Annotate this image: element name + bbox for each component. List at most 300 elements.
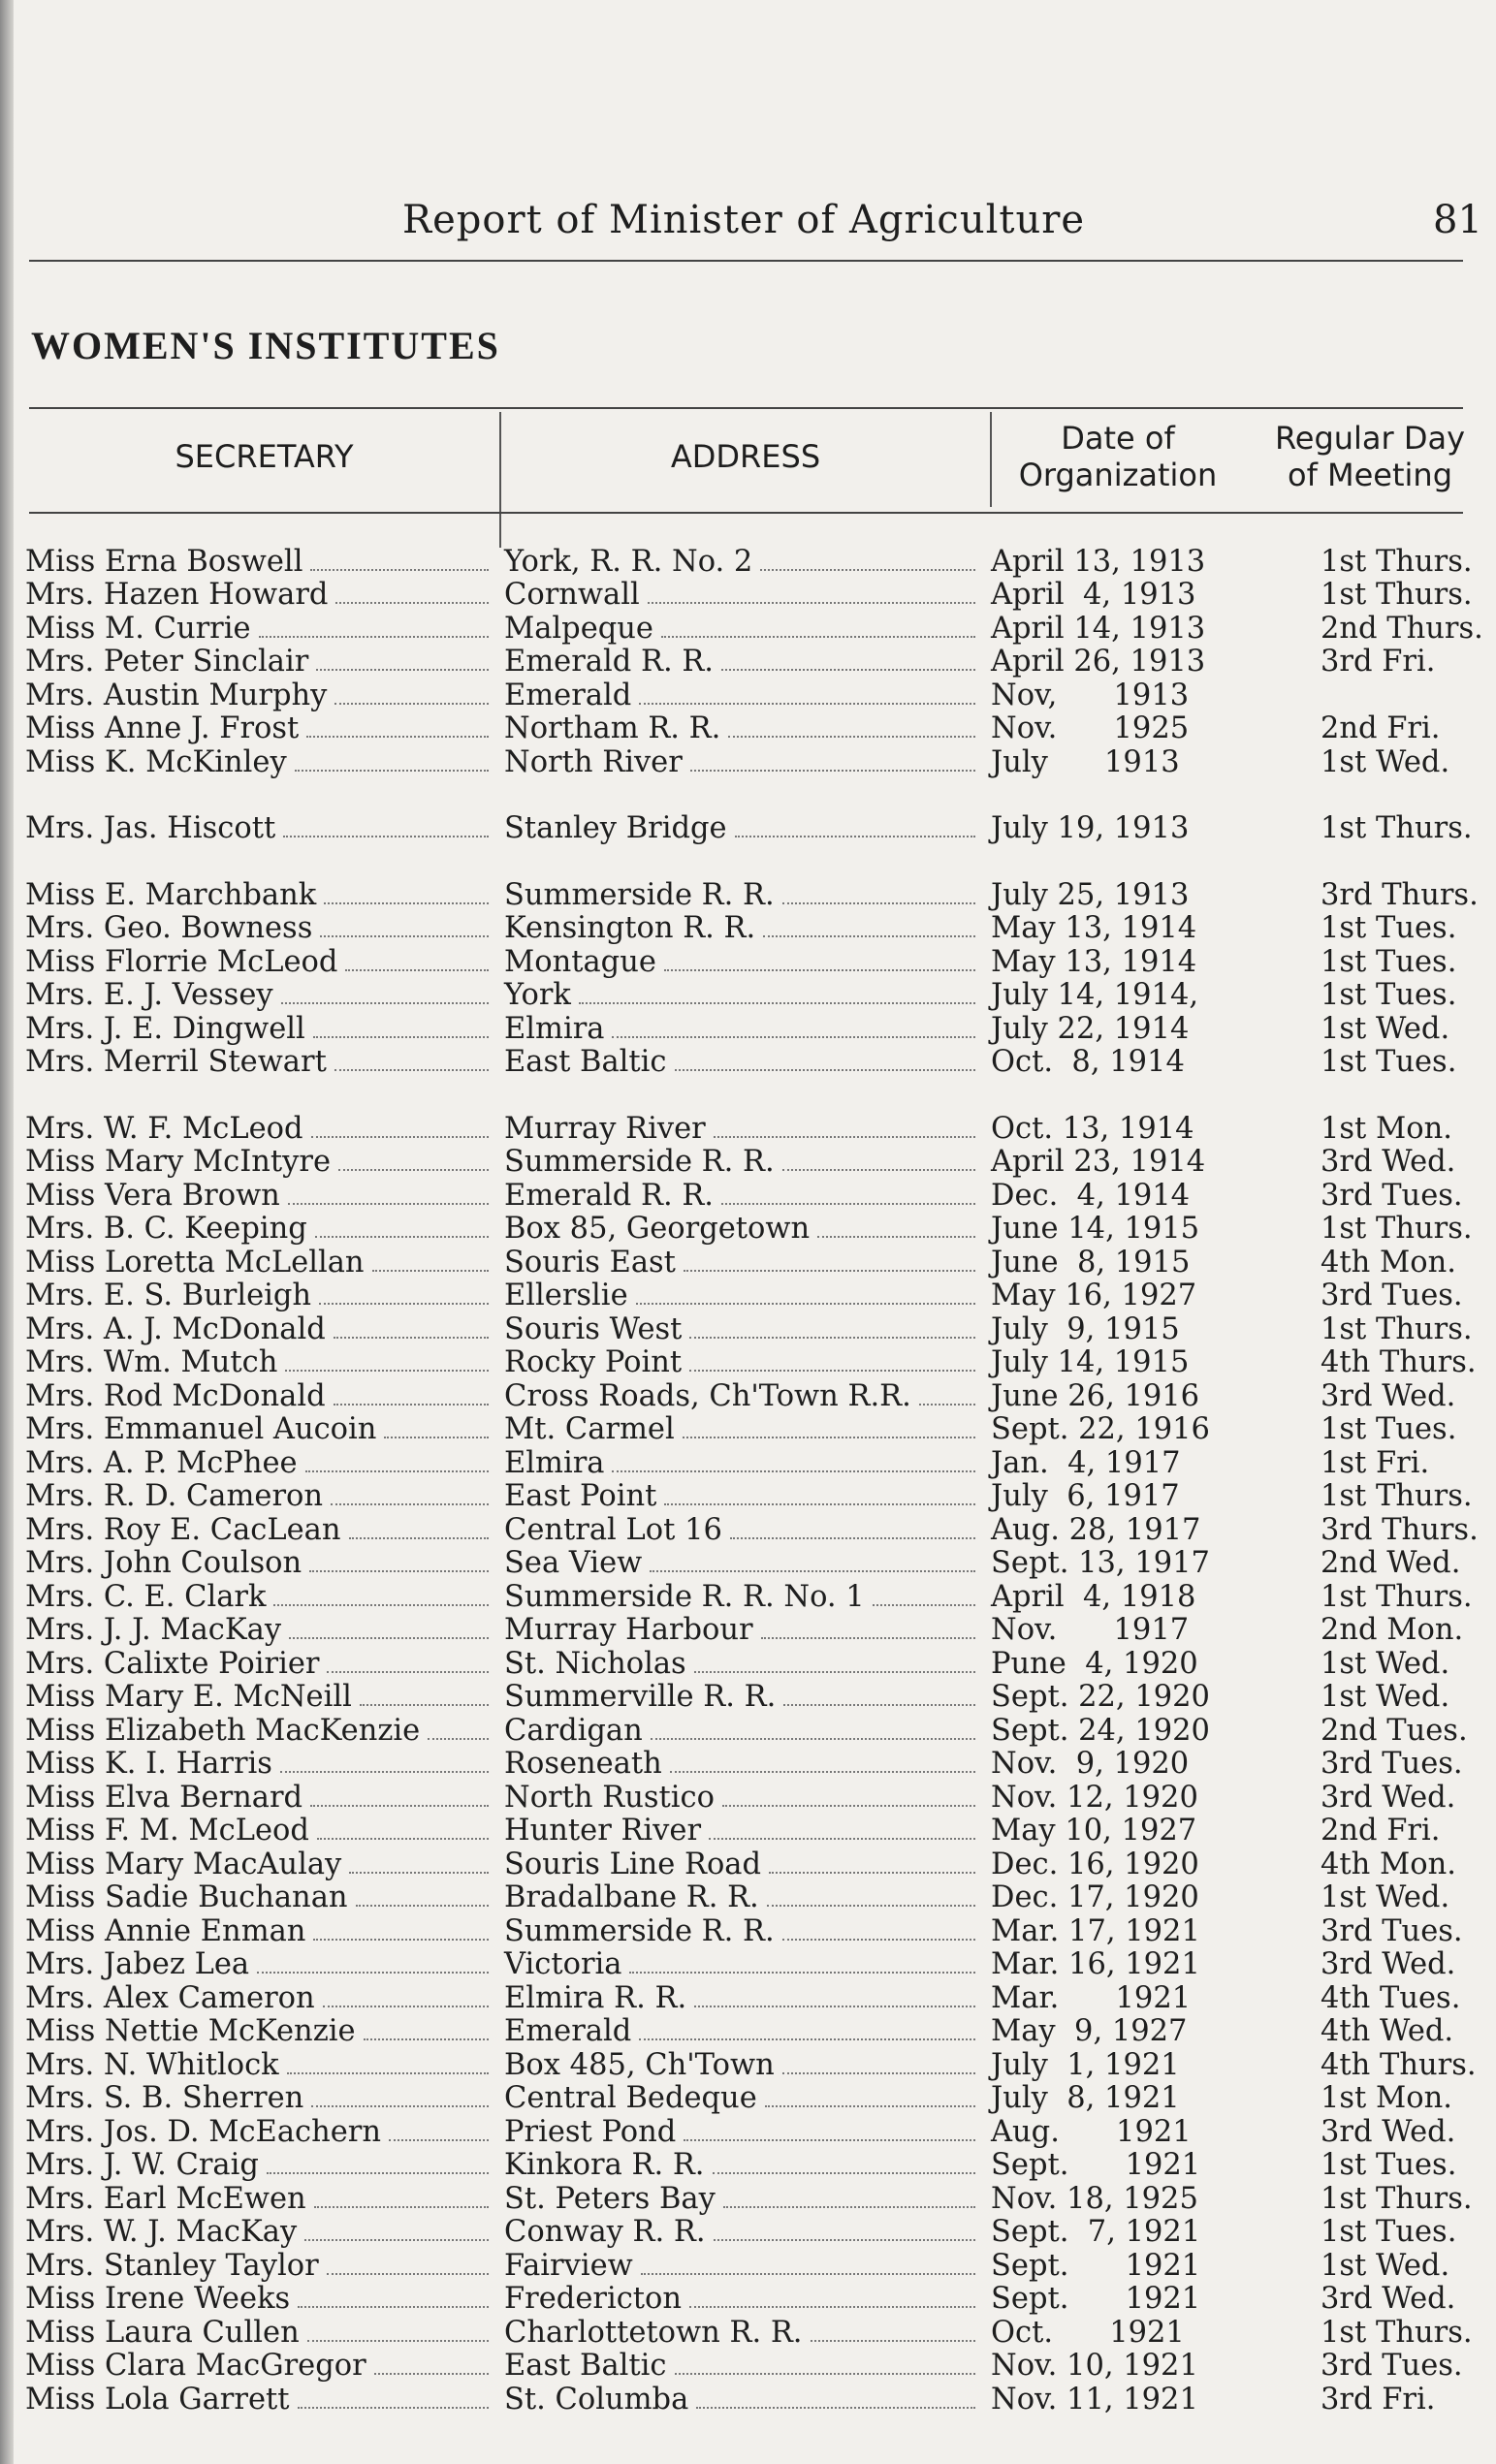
date-cell xyxy=(981,1814,1272,1848)
column-header-address: ADDRESS xyxy=(670,438,821,475)
secretary-text: Miss Florrie McLeod xyxy=(25,944,338,979)
date-text: June 8, 1915 xyxy=(991,1245,1191,1279)
dot-leader xyxy=(690,770,975,772)
secretary-cell xyxy=(25,1312,494,1346)
date-cell xyxy=(981,911,1272,945)
meeting-cell xyxy=(1272,1246,1463,1279)
date-cell xyxy=(981,2316,1272,2350)
address-cell xyxy=(494,1680,981,1714)
date-text: Nov. 18, 1925 xyxy=(991,2181,1198,2216)
meeting-text: 1st Fri. xyxy=(1321,1445,1430,1480)
date-cell xyxy=(981,1914,1272,1948)
address-text: Box 85, Georgetown xyxy=(504,1212,811,1247)
meeting-cell xyxy=(1272,1747,1463,1781)
meeting-cell xyxy=(1272,1781,1463,1815)
table-row xyxy=(25,1146,1463,1180)
meeting-cell xyxy=(1272,1713,1468,1748)
meeting-text: 1st Wed. xyxy=(1321,744,1450,779)
secretary-cell xyxy=(25,1513,494,1547)
meeting-text: 3rd Tues. xyxy=(1321,1913,1463,1948)
date-text: Sept. 7, 1921 xyxy=(991,2215,1201,2250)
section-title: WOMEN'S INSTITUTES xyxy=(31,324,500,367)
date-cell xyxy=(981,2115,1272,2149)
dot-leader xyxy=(735,836,975,837)
meeting-text: 1st Thurs. xyxy=(1321,578,1473,613)
dot-leader xyxy=(295,770,489,772)
address-cell xyxy=(494,1246,981,1279)
meeting-text: 1st Thurs. xyxy=(1321,2181,1473,2216)
address-cell xyxy=(494,2115,981,2149)
dot-leader xyxy=(273,1604,489,1606)
address-cell xyxy=(494,2148,981,2182)
date-cell xyxy=(981,1546,1272,1580)
dot-leader xyxy=(765,2105,975,2107)
date-cell xyxy=(981,878,1272,912)
table-row xyxy=(25,1379,1463,1413)
address-cell xyxy=(494,2282,981,2316)
meeting-text: 1st Wed. xyxy=(1321,1011,1450,1046)
meeting-text: 3rd Tues. xyxy=(1321,2349,1463,2384)
meeting-text: 1st Thurs. xyxy=(1321,1311,1473,1346)
date-text: May 10, 1927 xyxy=(991,1814,1197,1848)
date-cell xyxy=(981,2282,1272,2316)
address-text: Charlottetown R. R. xyxy=(504,2315,803,2350)
address-text: Fredericton xyxy=(504,2282,683,2317)
date-text: Mar. 16, 1921 xyxy=(991,1947,1200,1982)
table-row xyxy=(25,2149,1463,2183)
address-cell xyxy=(494,1714,981,1748)
meeting-text: 2nd Fri. xyxy=(1321,711,1441,746)
address-text: Summerville R. R. xyxy=(504,1680,777,1715)
dot-leader xyxy=(817,1236,975,1238)
date-text: July 6, 1917 xyxy=(991,1479,1180,1514)
dot-leader xyxy=(349,1872,489,1874)
date-cell xyxy=(981,811,1272,845)
date-cell xyxy=(981,1714,1272,1748)
dot-leader xyxy=(651,1738,975,1740)
meeting-cell xyxy=(1272,1680,1463,1714)
address-cell xyxy=(494,2349,981,2383)
secretary-text: Mrs. Jas. Hiscott xyxy=(25,811,276,846)
meeting-cell xyxy=(1272,2014,1463,2048)
secretary-cell xyxy=(25,745,494,779)
secretary-cell xyxy=(25,1947,494,1981)
address-cell xyxy=(494,1781,981,1815)
table-row xyxy=(25,1848,1463,1881)
dot-leader xyxy=(694,2006,975,2007)
address-text: Souris East xyxy=(504,1245,676,1279)
secretary-text: Miss Lola Garrett xyxy=(25,2382,290,2417)
address-cell xyxy=(494,1012,981,1046)
address-cell xyxy=(494,1179,981,1213)
dot-leader xyxy=(335,602,489,604)
dot-leader xyxy=(689,1337,975,1339)
table-row xyxy=(25,1179,1463,1213)
secretary-text: Miss Vera Brown xyxy=(25,1178,280,1213)
meeting-text: 1st Tues. xyxy=(1321,911,1457,946)
meeting-text: 3rd Wed. xyxy=(1321,1780,1456,1815)
meeting-text: 2nd Thurs. xyxy=(1321,611,1483,646)
secretary-text: Mrs. Peter Sinclair xyxy=(25,645,309,679)
address-cell xyxy=(494,1981,981,2015)
meeting-cell xyxy=(1272,877,1479,912)
address-text: Emerald xyxy=(504,2014,632,2049)
date-cell xyxy=(981,1947,1272,1981)
table-row xyxy=(25,1479,1473,1514)
dot-leader xyxy=(356,1905,489,1907)
date-cell xyxy=(981,1179,1272,1213)
dot-leader xyxy=(309,1570,489,1572)
dot-leader xyxy=(327,1671,489,1673)
dot-leader xyxy=(384,1437,489,1438)
date-cell xyxy=(981,2249,1272,2283)
secretary-cell xyxy=(25,2148,494,2182)
meeting-cell xyxy=(1272,2282,1463,2316)
date-cell xyxy=(981,1479,1272,1513)
date-cell xyxy=(981,1212,1272,1246)
address-cell xyxy=(494,1345,981,1379)
meeting-cell xyxy=(1272,1512,1479,1547)
meeting-text: 1st Thurs. xyxy=(1321,1579,1473,1614)
dot-leader xyxy=(349,1537,490,1539)
secretary-text: Mrs. A. J. McDonald xyxy=(25,1311,326,1346)
meeting-cell xyxy=(1272,1379,1463,1413)
address-text: Souris Line Road xyxy=(504,1847,762,1881)
secretary-text: Mrs. Rod McDonald xyxy=(25,1378,326,1413)
dot-leader xyxy=(760,569,975,571)
dot-leader xyxy=(650,1570,975,1572)
address-text: Summerside R. R. xyxy=(504,877,775,912)
dot-leader xyxy=(767,1905,975,1907)
secretary-cell xyxy=(25,1680,494,1714)
secretary-text: Miss E. Marchbank xyxy=(25,877,317,912)
meeting-cell xyxy=(1272,1647,1463,1681)
table-row xyxy=(25,912,1463,946)
dot-leader xyxy=(709,1838,975,1840)
address-text: North River xyxy=(504,744,683,779)
meeting-text: 1st Wed. xyxy=(1321,1880,1450,1915)
date-text: Nov, 1913 xyxy=(991,678,1190,712)
dot-leader xyxy=(285,1370,489,1372)
dot-leader xyxy=(714,2239,975,2241)
secretary-text: Mrs. J. W. Craig xyxy=(25,2148,259,2183)
dot-leader xyxy=(648,602,975,604)
date-text: July 9, 1915 xyxy=(991,1311,1180,1346)
secretary-text: Miss Mary E. McNeill xyxy=(25,1680,352,1715)
dot-leader xyxy=(782,1939,975,1941)
dot-leader xyxy=(722,1805,975,1807)
meeting-text: 3rd Wed. xyxy=(1321,1378,1456,1413)
address-text: Summerside R. R. No. 1 xyxy=(504,1579,865,1614)
date-text: April 23, 1914 xyxy=(991,1145,1206,1180)
date-text: Aug. 28, 1917 xyxy=(991,1512,1201,1547)
dot-leader xyxy=(298,2306,489,2308)
meeting-text: 2nd Tues. xyxy=(1321,1713,1468,1748)
date-cell xyxy=(981,1379,1272,1413)
meeting-text: 1st Tues. xyxy=(1321,944,1457,979)
dot-leader xyxy=(305,1470,489,1472)
meeting-cell xyxy=(1272,1012,1463,1046)
date-cell xyxy=(981,1246,1272,1279)
address-text: York, R. R. No. 2 xyxy=(504,544,753,579)
address-text: Elmira xyxy=(504,1445,605,1480)
column-divider xyxy=(499,412,501,548)
table-row xyxy=(25,2350,1463,2384)
meeting-text: 1st Thurs. xyxy=(1321,1479,1473,1514)
table-row xyxy=(25,979,1463,1013)
date-text: June 14, 1915 xyxy=(991,1212,1200,1247)
dot-leader xyxy=(612,1036,975,1038)
dot-leader xyxy=(324,902,489,904)
address-text: Central Lot 16 xyxy=(504,1512,722,1547)
address-text: Montague xyxy=(504,944,656,979)
dot-leader xyxy=(723,2206,975,2208)
date-text: Nov. 10, 1921 xyxy=(991,2349,1198,2384)
meeting-cell xyxy=(1272,745,1463,779)
date-cell xyxy=(981,1112,1272,1146)
secretary-cell xyxy=(25,2048,494,2082)
table-row xyxy=(25,1547,1463,1581)
date-cell xyxy=(981,745,1272,779)
dot-leader xyxy=(683,1437,975,1438)
date-text: Oct. 8, 1914 xyxy=(991,1045,1185,1080)
address-cell xyxy=(494,1914,981,1948)
meeting-cell xyxy=(1272,1848,1463,1881)
table-row xyxy=(25,1815,1463,1848)
dot-leader xyxy=(728,736,975,738)
table-row xyxy=(25,1311,1473,1346)
date-cell xyxy=(981,612,1272,646)
dot-leader xyxy=(283,836,489,837)
dot-leader xyxy=(782,902,975,904)
address-text: Ellerslie xyxy=(504,1279,628,1313)
meeting-cell xyxy=(1272,2115,1463,2149)
table-row xyxy=(25,2047,1477,2082)
dot-leader xyxy=(314,2206,489,2208)
meeting-text: 3rd Tues. xyxy=(1321,1178,1463,1213)
secretary-text: Miss Sadie Buchanan xyxy=(25,1880,348,1915)
date-cell xyxy=(981,645,1272,679)
table-header-bottom-rule xyxy=(29,512,1463,514)
secretary-text: Miss Elva Bernard xyxy=(25,1780,303,1815)
dot-leader xyxy=(304,2239,489,2241)
date-cell xyxy=(981,1613,1272,1647)
secretary-cell xyxy=(25,1479,494,1513)
secretary-cell xyxy=(25,1279,494,1312)
dot-leader xyxy=(919,1404,975,1406)
address-text: North Rustico xyxy=(504,1780,715,1815)
secretary-cell xyxy=(25,679,494,712)
date-cell xyxy=(981,2182,1272,2216)
secretary-cell xyxy=(25,2215,494,2249)
dot-leader xyxy=(675,1069,976,1071)
dot-leader xyxy=(289,1637,489,1639)
dot-leader xyxy=(364,2038,489,2040)
address-cell xyxy=(494,1045,981,1079)
secretary-cell xyxy=(25,1880,494,1914)
table-row xyxy=(25,578,1473,613)
address-text: Fairview xyxy=(504,2248,633,2283)
date-text: Pune 4, 1920 xyxy=(991,1646,1198,1681)
dot-leader xyxy=(579,1002,975,1004)
date-cell xyxy=(981,1580,1272,1614)
secretary-cell xyxy=(25,811,494,845)
address-cell xyxy=(494,1145,981,1179)
meeting-cell xyxy=(1272,1981,1463,2015)
dot-leader xyxy=(730,1537,975,1539)
page-header-title: Report of Minister of Agriculture xyxy=(402,198,1085,242)
table-row xyxy=(25,611,1483,646)
secretary-cell xyxy=(25,645,494,679)
meeting-text: 4th Wed. xyxy=(1321,2014,1454,2049)
table-row xyxy=(25,1579,1473,1614)
date-cell xyxy=(981,711,1272,745)
date-text: May 13, 1914 xyxy=(991,911,1197,946)
meeting-cell xyxy=(1272,645,1463,679)
address-text: Conway R. R. xyxy=(504,2215,706,2250)
secretary-cell xyxy=(25,1747,494,1781)
date-cell xyxy=(981,2349,1272,2383)
address-cell xyxy=(494,1379,981,1413)
meeting-text: 3rd Wed. xyxy=(1321,1947,1456,1982)
page-number: 81 xyxy=(1433,198,1482,242)
secretary-text: Mrs. C. E. Clark xyxy=(25,1579,267,1614)
meeting-cell xyxy=(1272,2315,1473,2350)
meeting-text: 1st Wed. xyxy=(1321,1646,1450,1681)
dot-leader xyxy=(389,2139,489,2141)
meeting-text: 3rd Tues. xyxy=(1321,1747,1463,1782)
dot-leader xyxy=(313,1939,489,1941)
table-row xyxy=(25,2115,1463,2149)
date-text: Nov. 1917 xyxy=(991,1613,1190,1648)
secretary-text: Miss Mary MacAulay xyxy=(25,1847,342,1881)
date-cell xyxy=(981,2148,1272,2182)
address-text: Elmira xyxy=(504,1011,605,1046)
secretary-text: Mrs. Alex Cameron xyxy=(25,1980,315,2015)
date-cell xyxy=(981,1848,1272,1881)
address-text: Summerside R. R. xyxy=(504,1145,775,1180)
dot-leader xyxy=(259,636,489,638)
address-text: Mt. Carmel xyxy=(504,1412,675,1447)
address-text: Emerald xyxy=(504,678,632,712)
address-text: Box 485, Ch'Town xyxy=(504,2047,775,2082)
dot-leader xyxy=(374,2373,489,2375)
table-row xyxy=(25,1046,1463,1080)
table-row xyxy=(25,945,1463,979)
secretary-text: Mrs. R. D. Cameron xyxy=(25,1479,324,1514)
secretary-text: Mrs. Calixte Poirier xyxy=(25,1646,320,1681)
date-cell xyxy=(981,1446,1272,1480)
dot-leader xyxy=(782,1169,975,1171)
address-cell xyxy=(494,2182,981,2216)
dot-leader xyxy=(761,1637,975,1639)
dot-leader xyxy=(307,2340,489,2342)
meeting-text: 1st Thurs. xyxy=(1321,2315,1473,2350)
date-text: Aug. 1921 xyxy=(991,2114,1192,2149)
date-cell xyxy=(981,1412,1272,1446)
table-row xyxy=(25,1279,1463,1313)
secretary-text: Mrs. Geo. Bowness xyxy=(25,911,313,946)
address-text: Hunter River xyxy=(504,1814,702,1848)
page-binding-edge xyxy=(0,0,14,2464)
address-cell xyxy=(494,1212,981,1246)
dot-leader xyxy=(267,2172,489,2174)
address-cell xyxy=(494,2383,981,2417)
date-cell xyxy=(981,1145,1272,1179)
address-cell xyxy=(494,1647,981,1681)
dot-leader xyxy=(320,935,489,937)
meeting-cell xyxy=(1272,2349,1463,2383)
address-cell xyxy=(494,1479,981,1513)
table-row xyxy=(25,1446,1463,1480)
column-header-date: Date of Organization xyxy=(1018,420,1218,493)
dot-leader xyxy=(306,736,489,738)
date-cell xyxy=(981,2081,1272,2115)
meeting-text: 3rd Tues. xyxy=(1321,1279,1463,1313)
dot-leader xyxy=(315,1236,489,1238)
table-row xyxy=(25,679,1463,712)
address-text: Elmira R. R. xyxy=(504,1980,687,2015)
meeting-cell xyxy=(1272,911,1463,945)
secretary-cell xyxy=(25,1981,494,2015)
meeting-cell xyxy=(1272,1613,1463,1647)
secretary-cell xyxy=(25,1246,494,1279)
secretary-text: Mrs. Wm. Mutch xyxy=(25,1345,278,1380)
dot-leader xyxy=(334,1069,489,1071)
secretary-text: Miss Annie Enman xyxy=(25,1913,306,1948)
secretary-cell xyxy=(25,1212,494,1246)
meeting-cell xyxy=(1272,1045,1463,1079)
address-text: Murray Harbour xyxy=(504,1613,753,1648)
date-cell xyxy=(981,1345,1272,1379)
dot-leader xyxy=(310,1805,489,1807)
secretary-text: Mrs. Jos. D. McEachern xyxy=(25,2114,381,2149)
date-cell xyxy=(981,1781,1272,1815)
date-text: July 19, 1913 xyxy=(991,811,1190,846)
address-cell xyxy=(494,1546,981,1580)
dot-leader xyxy=(664,1503,975,1505)
date-text: July 1913 xyxy=(991,744,1180,779)
date-text: June 26, 1916 xyxy=(991,1378,1200,1413)
dot-leader xyxy=(298,2407,489,2409)
secretary-cell xyxy=(25,1714,494,1748)
address-cell xyxy=(494,911,981,945)
address-text: East Point xyxy=(504,1479,657,1514)
meeting-cell xyxy=(1272,711,1463,745)
dot-leader xyxy=(280,1771,489,1773)
dot-leader xyxy=(288,1203,489,1205)
address-text: Victoria xyxy=(504,1947,622,1982)
table-row xyxy=(25,2181,1473,2216)
meeting-cell xyxy=(1272,611,1483,646)
date-text: Mar. 17, 1921 xyxy=(991,1913,1200,1948)
address-text: Cornwall xyxy=(504,578,640,613)
table-row xyxy=(25,646,1463,679)
table-row xyxy=(25,1345,1477,1380)
address-cell xyxy=(494,1412,981,1446)
address-text: Cross Roads, Ch'Town R.R. xyxy=(504,1378,911,1413)
secretary-text: Miss Elizabeth MacKenzie xyxy=(25,1713,421,1748)
meeting-text: 1st Tues. xyxy=(1321,1045,1457,1080)
date-text: April 13, 1913 xyxy=(991,544,1206,579)
address-cell xyxy=(494,1312,981,1346)
address-cell xyxy=(494,2215,981,2249)
dot-leader xyxy=(873,1604,975,1606)
table-row xyxy=(25,811,1473,846)
dot-leader xyxy=(641,2273,975,2275)
secretary-cell xyxy=(25,578,494,612)
dot-leader xyxy=(345,969,489,971)
